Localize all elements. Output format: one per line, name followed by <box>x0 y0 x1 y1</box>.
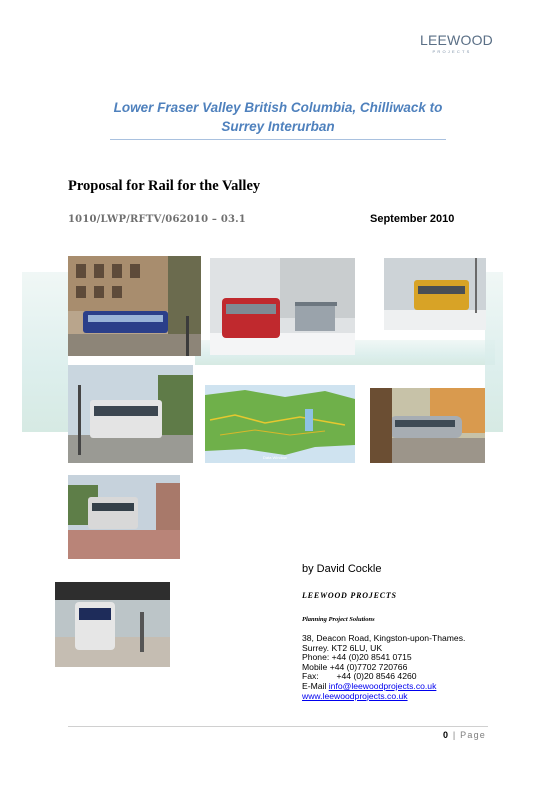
company-name: LEEWOOD PROJECTS <box>302 591 397 600</box>
email-link[interactable]: info@leewoodprojects.co.uk <box>328 680 437 691</box>
map-caption: Data Window <box>263 455 287 460</box>
proposal-title: Proposal for Rail for the Valley <box>68 178 261 194</box>
photo-snow-tram <box>210 258 355 355</box>
header-title-line-2: Surrey Interurban <box>221 119 335 134</box>
logo-text: LEEWOOD <box>420 32 493 48</box>
fax-number: +44 (0)20 8546 4260 <box>336 671 417 682</box>
header-divider <box>110 139 446 140</box>
contact-block <box>302 634 465 701</box>
leewood-logo <box>420 32 493 57</box>
mobile-number: Mobile +44 (0)7702 720766 <box>302 661 408 672</box>
photo-street-tram <box>68 256 201 356</box>
company-tagline: Planning Project Solutions <box>302 616 375 623</box>
author-line: by David Cockle <box>302 563 382 575</box>
address-line-2: Surrey. KT2 6LU, UK <box>302 642 383 653</box>
address-line-1: 38, Deacon Road, Kingston-upon-Thames. <box>302 633 466 643</box>
fax-label: Fax: <box>302 671 319 682</box>
photo-city-tram <box>68 475 180 559</box>
document-header-title <box>100 98 456 136</box>
collage-wash-right <box>485 272 503 432</box>
page-label: Page <box>460 730 486 740</box>
phone-number: Phone: +44 (0)20 8541 0715 <box>302 652 412 663</box>
page-number: 0 <box>443 730 450 740</box>
footer-separator: | <box>452 730 457 740</box>
photo-grey-tram <box>68 365 193 463</box>
photo-modern-tram <box>370 388 485 463</box>
fraser-valley-map <box>205 385 355 463</box>
header-title-line-1: Lower Fraser Valley British Columbia, Chilliwack to <box>113 100 443 115</box>
website-row <box>302 692 465 702</box>
email-label: E-Mail <box>302 680 327 691</box>
footer-divider <box>68 726 488 727</box>
document-reference: 1010/LWP/RFTV/062010 – 03.1 <box>68 214 246 225</box>
photo-yellow-tram <box>384 258 486 330</box>
website-link[interactable]: www.leewoodprojects.co.uk <box>302 690 408 701</box>
collage-wash-left <box>22 272 68 432</box>
logo-subtext: PROJECTS <box>432 49 472 54</box>
photo-station-platform <box>55 582 170 667</box>
document-date: September 2010 <box>370 213 455 225</box>
page-footer <box>443 730 486 740</box>
